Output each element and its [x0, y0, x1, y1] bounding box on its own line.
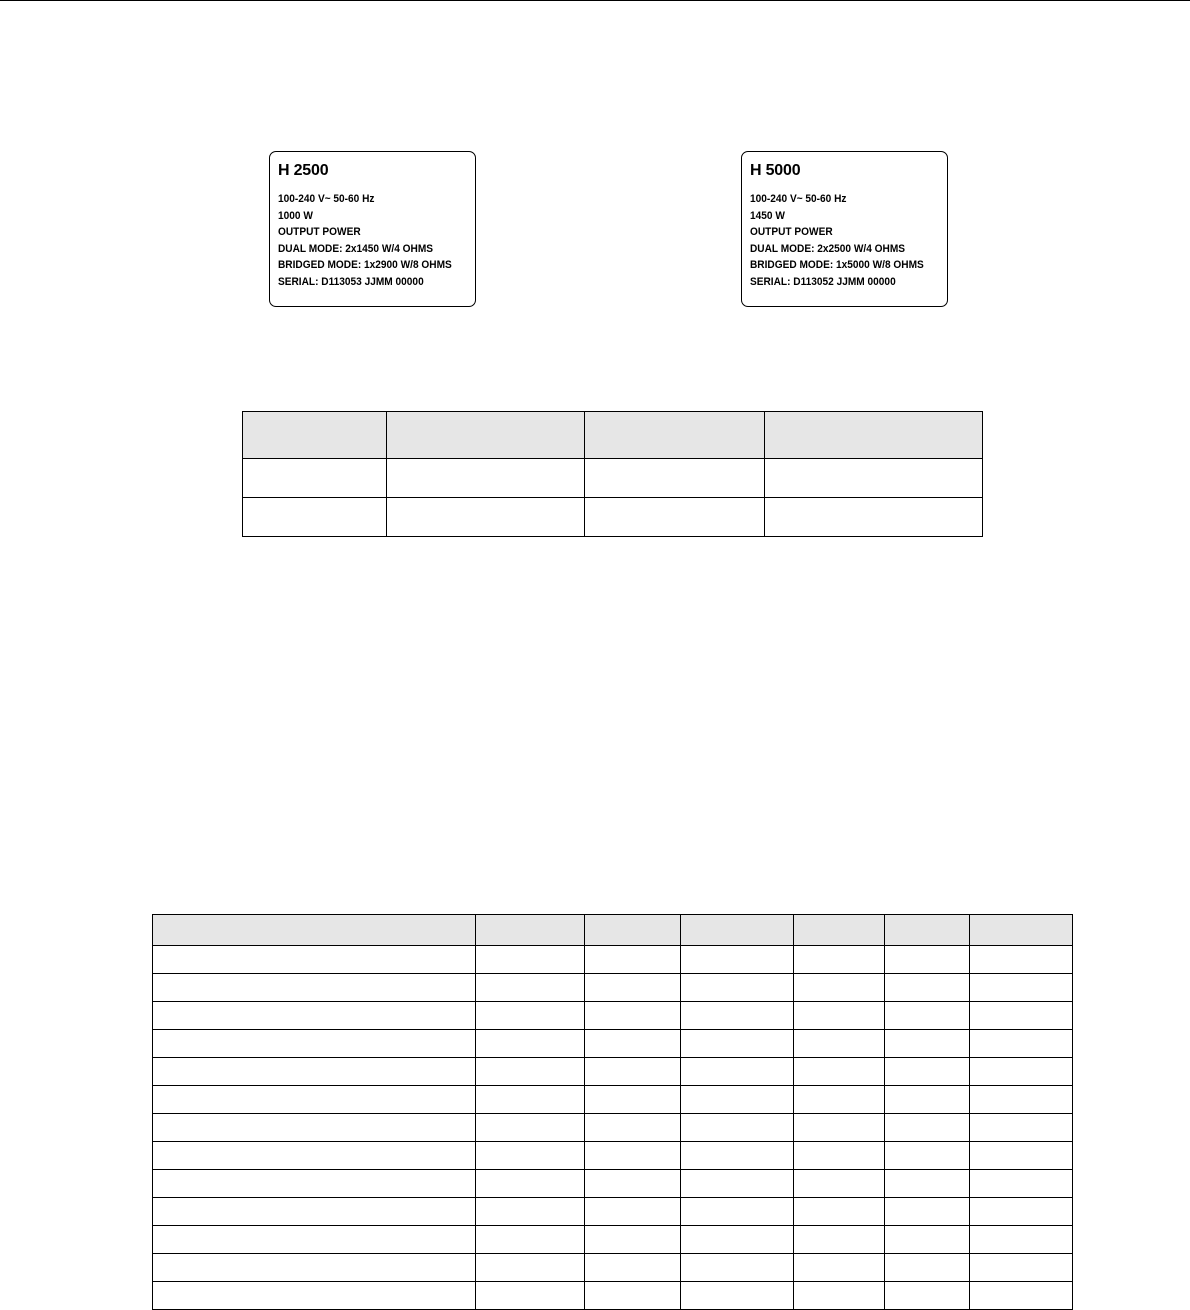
- table-cell: [794, 1086, 885, 1114]
- table-cell: [681, 1198, 794, 1226]
- label-serial: SERIAL: D113052 JJMM 00000: [750, 275, 896, 288]
- table-cell: [970, 1002, 1073, 1030]
- table-cell: [970, 1058, 1073, 1086]
- table-cell: [885, 1114, 970, 1142]
- table-cell: [970, 1282, 1073, 1310]
- table-cell: [585, 1030, 681, 1058]
- table-row: [153, 1226, 1073, 1254]
- table-header-row: [243, 412, 983, 459]
- table-cell: [885, 1142, 970, 1170]
- top-rule: [0, 0, 1190, 1]
- table-header-cell: [243, 412, 387, 459]
- table-row: [153, 1086, 1073, 1114]
- table-cell: [585, 1058, 681, 1086]
- table-row: [153, 974, 1073, 1002]
- table-header-cell: [681, 915, 794, 946]
- table-cell: [794, 1114, 885, 1142]
- table-cell: [153, 946, 476, 974]
- label-dual-mode: DUAL MODE: 2x1450 W/4 OHMS: [278, 242, 434, 255]
- table-cell: [585, 1198, 681, 1226]
- table-cell: [153, 1002, 476, 1030]
- table-cell: [153, 1198, 476, 1226]
- table-cell: [970, 1142, 1073, 1170]
- table-cell: [243, 459, 387, 498]
- table-cell: [970, 1086, 1073, 1114]
- table-cell: [794, 974, 885, 1002]
- table-cell: [153, 1142, 476, 1170]
- table-cell: [794, 1002, 885, 1030]
- table-row: [243, 498, 983, 537]
- table-cell: [681, 1002, 794, 1030]
- table-header-cell: [794, 915, 885, 946]
- label-serial: SERIAL: D113053 JJMM 00000: [278, 275, 424, 288]
- table-cell: [585, 946, 681, 974]
- table-cell: [970, 1198, 1073, 1226]
- rating-label-h5000: [741, 151, 948, 307]
- table-cell: [885, 1002, 970, 1030]
- table-cell: [681, 1226, 794, 1254]
- table-row: [153, 1030, 1073, 1058]
- table-cell: [794, 1254, 885, 1282]
- label-power-consumption: 1450 W: [750, 209, 785, 222]
- table-cell: [681, 1058, 794, 1086]
- table-row: [153, 1282, 1073, 1310]
- label-voltage: 100-240 V~ 50-60 Hz: [278, 193, 375, 205]
- table-cell: [153, 1086, 476, 1114]
- table-header-cell: [153, 915, 476, 946]
- table-cell: [794, 1030, 885, 1058]
- table-cell: [681, 1114, 794, 1142]
- table-cell: [153, 1282, 476, 1310]
- table-cell: [476, 1030, 585, 1058]
- table-header-cell: [476, 915, 585, 946]
- table-row: [153, 1002, 1073, 1030]
- table-cell: [153, 1058, 476, 1086]
- table-cell: [970, 1254, 1073, 1282]
- table-cell: [476, 1058, 585, 1086]
- specifications-table: [152, 914, 1073, 1310]
- model-info-table: [242, 411, 983, 537]
- table-cell: [243, 498, 387, 537]
- table-row: [153, 1142, 1073, 1170]
- table-cell: [885, 1254, 970, 1282]
- table-cell: [681, 974, 794, 1002]
- table-cell: [885, 1282, 970, 1310]
- label-output-power-title: OUTPUT POWER: [278, 226, 361, 239]
- table-cell: [970, 1226, 1073, 1254]
- label-model: H 5000: [750, 162, 801, 179]
- label-output-power-title: OUTPUT POWER: [750, 226, 833, 239]
- table-cell: [476, 974, 585, 1002]
- table-cell: [585, 974, 681, 1002]
- table-cell: [970, 1030, 1073, 1058]
- table-cell: [476, 946, 585, 974]
- table-row: [153, 1058, 1073, 1086]
- table-cell: [153, 974, 476, 1002]
- table-cell: [885, 946, 970, 974]
- table-cell: [476, 1254, 585, 1282]
- table-cell: [970, 946, 1073, 974]
- table-cell: [476, 1170, 585, 1198]
- label-model: H 2500: [278, 162, 329, 179]
- table-cell: [794, 1226, 885, 1254]
- table-cell: [153, 1226, 476, 1254]
- table-cell: [153, 1254, 476, 1282]
- table-row: [153, 1198, 1073, 1226]
- table-header-cell: [387, 412, 585, 459]
- table-cell: [585, 459, 765, 498]
- table-cell: [885, 974, 970, 1002]
- label-power-consumption: 1000 W: [278, 209, 313, 222]
- label-bridged-mode: BRIDGED MODE: 1x2900 W/8 OHMS: [278, 259, 452, 272]
- table-cell: [885, 1198, 970, 1226]
- table-cell: [476, 1142, 585, 1170]
- table-header-cell: [970, 915, 1073, 946]
- table-header-cell: [585, 915, 681, 946]
- table-cell: [885, 1170, 970, 1198]
- table-cell: [794, 1058, 885, 1086]
- table-cell: [387, 498, 585, 537]
- table-cell: [681, 1170, 794, 1198]
- table-cell: [681, 946, 794, 974]
- table-cell: [476, 1226, 585, 1254]
- label-voltage: 100-240 V~ 50-60 Hz: [750, 193, 847, 205]
- table-cell: [885, 1086, 970, 1114]
- table-cell: [476, 1282, 585, 1310]
- table-cell: [585, 1086, 681, 1114]
- table-cell: [585, 1170, 681, 1198]
- table-cell: [585, 1282, 681, 1310]
- table-cell: [585, 1226, 681, 1254]
- table-cell: [476, 1086, 585, 1114]
- table-cell: [153, 1030, 476, 1058]
- table-row: [243, 459, 983, 498]
- table-cell: [681, 1282, 794, 1310]
- table-row: [153, 1254, 1073, 1282]
- table-cell: [585, 1142, 681, 1170]
- table-cell: [585, 1254, 681, 1282]
- table-cell: [970, 974, 1073, 1002]
- table-cell: [681, 1086, 794, 1114]
- table-cell: [153, 1170, 476, 1198]
- table-cell: [585, 1114, 681, 1142]
- table-cell: [794, 1282, 885, 1310]
- table-cell: [153, 1114, 476, 1142]
- table-row: [153, 1170, 1073, 1198]
- table-cell: [476, 1114, 585, 1142]
- table-cell: [765, 459, 983, 498]
- table-header-row: [153, 915, 1073, 946]
- table-cell: [387, 459, 585, 498]
- table-header-cell: [885, 915, 970, 946]
- table-row: [153, 946, 1073, 974]
- table-cell: [681, 1254, 794, 1282]
- table-header-cell: [765, 412, 983, 459]
- table-cell: [765, 498, 983, 537]
- table-cell: [476, 1198, 585, 1226]
- table-cell: [970, 1114, 1073, 1142]
- table-cell: [794, 1142, 885, 1170]
- table-header-cell: [585, 412, 765, 459]
- table-cell: [885, 1226, 970, 1254]
- table-cell: [476, 1002, 585, 1030]
- table-cell: [970, 1170, 1073, 1198]
- table-cell: [885, 1030, 970, 1058]
- table-cell: [794, 946, 885, 974]
- table-row: [153, 1114, 1073, 1142]
- rating-label-h2500: [269, 151, 476, 307]
- table-cell: [681, 1142, 794, 1170]
- table-cell: [681, 1030, 794, 1058]
- label-bridged-mode: BRIDGED MODE: 1x5000 W/8 OHMS: [750, 259, 924, 272]
- table-cell: [585, 498, 765, 537]
- table-cell: [885, 1058, 970, 1086]
- table-cell: [794, 1198, 885, 1226]
- table-cell: [585, 1002, 681, 1030]
- label-dual-mode: DUAL MODE: 2x2500 W/4 OHMS: [750, 242, 906, 255]
- table-cell: [794, 1170, 885, 1198]
